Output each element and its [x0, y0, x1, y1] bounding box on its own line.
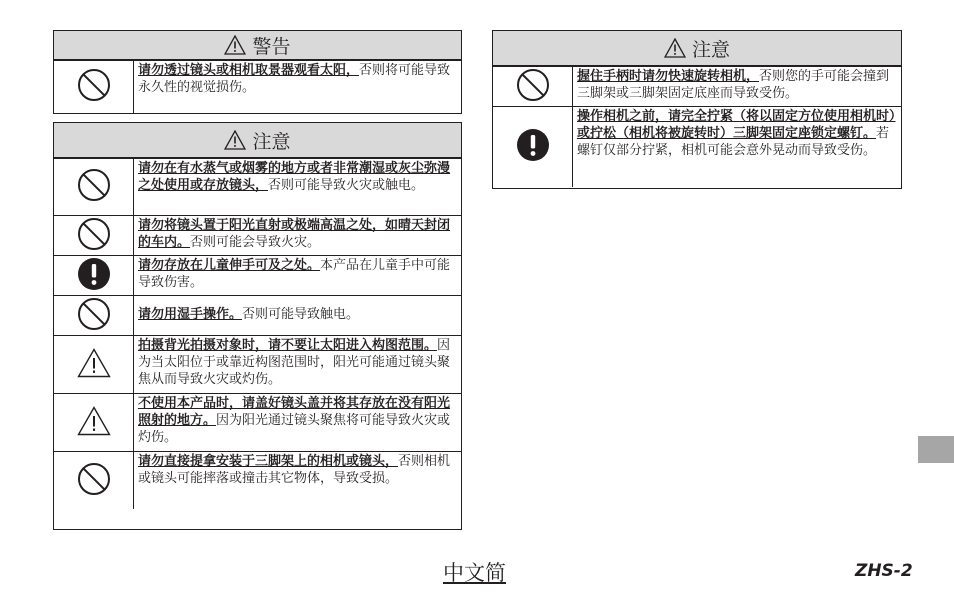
- caution-bold-text: 请勿用湿手操作。: [138, 307, 243, 322]
- caution-bold-text: 请勿在有水蒸气或烟雾的地方或者非常潮湿或灰尘弥漫之处使用或存放镜头，: [138, 161, 451, 193]
- caution-row: [54, 451, 461, 509]
- caution-title-left: 注意: [252, 130, 291, 153]
- caution-body-text: 否则可能导致触电。: [242, 307, 360, 322]
- caution-row: [54, 255, 461, 295]
- caution-header-right: [493, 31, 901, 66]
- caution-body-text: 否则可能导致火灾或触电。: [268, 178, 425, 193]
- caution-bold-text: 不使用本产品时，请盖好镜头盖并将其存放在没有阳光照射的地方。: [138, 396, 451, 428]
- caution-header-left: [54, 123, 461, 158]
- warning-title: 警告: [252, 35, 291, 58]
- caution-triangle-icon: [224, 35, 246, 55]
- caution-triangle-icon: [664, 38, 686, 58]
- caution-row: [493, 66, 901, 106]
- prohibited-icon: [77, 462, 111, 500]
- caution-body-text: 若螺钉仅部分拧紧，相机可能会意外晃动而导致受伤。: [577, 126, 890, 158]
- section-tab-marker: [918, 436, 954, 463]
- warning-body-text: 否则将可能导致永久性的视觉损伤。: [138, 63, 451, 95]
- warning-bold-text: 请勿透过镜头或相机取景器观看太阳，: [138, 63, 360, 78]
- caution-triangle-icon: [77, 348, 111, 382]
- prohibited-icon: [77, 297, 111, 335]
- prohibited-icon: [77, 168, 111, 206]
- caution-bold-text: 请勿直接提拿安装于三脚架上的相机或镜头，: [138, 454, 399, 469]
- caution-row: [54, 393, 461, 451]
- prohibited-icon: [77, 217, 111, 255]
- caution-bold-text: 拍摄背光拍摄对象时，请不要让太阳进入构图范围。: [138, 338, 438, 353]
- caution-row: [54, 295, 461, 335]
- caution-row: [493, 106, 901, 187]
- caution-body-text: 因为阳光通过镜头聚焦将可能导致火灾或灼伤。: [138, 413, 451, 445]
- caution-body-text: 否则相机或镜头可能摔落或撞击其它物体，导致受损。: [138, 454, 451, 486]
- warning-row: [54, 60, 461, 113]
- caution-row: [54, 215, 461, 255]
- caution-triangle-icon: [77, 406, 111, 440]
- caution-body-text: 否则您的手可能会撞到三脚架或三脚架固定底座而导致受伤。: [577, 69, 890, 101]
- mandatory-icon: [77, 257, 111, 295]
- warning-header: [54, 31, 461, 60]
- caution-body-text: 否则可能会导致火灾。: [190, 235, 321, 250]
- caution-row: [54, 335, 461, 393]
- caution-body-text: 因为当太阳位于或靠近构图范围时，阳光可能通过镜头聚焦从而导致火灾或灼伤。: [138, 338, 451, 387]
- caution-bold-text: 操作相机之前，请完全拧紧（将以固定方位使用相机时）或拧松（相机将被旋转时）三脚架固定座锁定螺钉。: [577, 109, 896, 141]
- page-number: ZHS-2: [855, 561, 913, 581]
- caution-triangle-icon: [224, 130, 246, 150]
- caution-row: [54, 158, 461, 215]
- caution-table-right: [492, 30, 902, 189]
- caution-table-left: [53, 122, 462, 530]
- caution-body-text: 本产品在儿童手中可能导致伤害。: [138, 258, 451, 290]
- prohibited-icon: [77, 68, 111, 106]
- warning-table: [53, 30, 462, 114]
- language-label: 中文简: [443, 561, 506, 585]
- caution-bold-text: 握住手柄时请勿快速旋转相机，: [577, 69, 760, 84]
- caution-bold-text: 请勿将镜头置于阳光直射或极端高温之处，如晴天封闭的车内。: [138, 218, 451, 250]
- caution-bold-text: 请勿存放在儿童伸手可及之处。: [138, 258, 321, 273]
- prohibited-icon: [516, 68, 550, 106]
- caution-title-right: 注意: [691, 38, 730, 61]
- mandatory-icon: [516, 128, 550, 166]
